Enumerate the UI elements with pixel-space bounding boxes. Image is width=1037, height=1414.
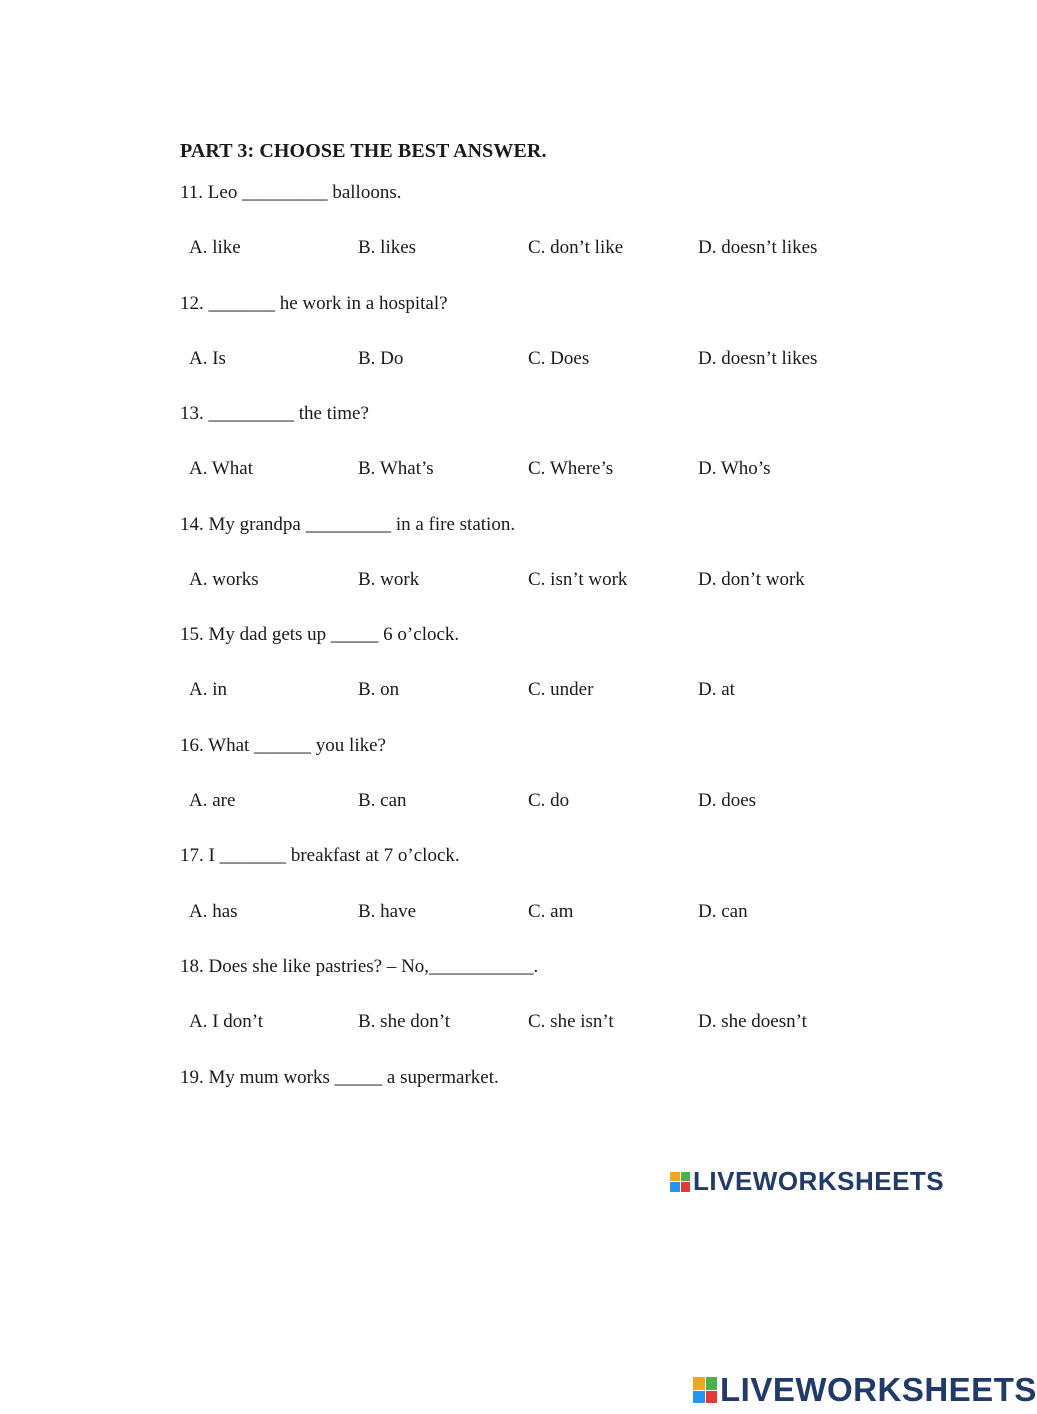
option-15-b[interactable]: B. on	[358, 679, 400, 700]
question-12: 12. _______ he work in a hospital?	[180, 293, 448, 314]
option-13-c[interactable]: C. Where’s	[528, 458, 614, 479]
option-13-b[interactable]: B. What’s	[358, 458, 434, 479]
option-18-c[interactable]: C. she isn’t	[528, 1011, 614, 1032]
option-12-d[interactable]: D. doesn’t likes	[698, 348, 818, 369]
question-13: 13. _________ the time?	[180, 403, 369, 424]
question-11: 11. Leo _________ balloons.	[180, 182, 402, 203]
option-13-a[interactable]: A. What	[189, 458, 254, 479]
option-12-b[interactable]: B. Do	[358, 348, 404, 369]
mark-square	[706, 1377, 718, 1390]
option-16-c[interactable]: C. do	[528, 790, 570, 811]
option-13-d[interactable]: D. Who’s	[698, 458, 771, 479]
page-title: PART 3: CHOOSE THE BEST ANSWER.	[180, 140, 547, 162]
option-14-c[interactable]: C. isn’t work	[528, 569, 628, 590]
option-17-d[interactable]: D. can	[698, 901, 748, 922]
option-16-a[interactable]: A. are	[189, 790, 236, 811]
option-16-b[interactable]: B. can	[358, 790, 407, 811]
logo-text: LIVEWORKSHEETS	[693, 1166, 945, 1196]
question-18: 18. Does she like pastries? – No,___________.	[180, 956, 539, 977]
option-11-c[interactable]: C. don’t like	[528, 237, 624, 258]
mark-square	[681, 1172, 691, 1182]
question-17: 17. I _______ breakfast at 7 o’clock.	[180, 845, 460, 866]
question-19: 19. My mum works _____ a supermarket.	[180, 1067, 499, 1088]
option-16-d[interactable]: D. does	[698, 790, 757, 811]
question-16: 16. What ______ you like?	[180, 735, 386, 756]
option-11-d[interactable]: D. doesn’t likes	[698, 237, 818, 258]
option-17-b[interactable]: B. have	[358, 901, 417, 922]
mark-square	[670, 1172, 680, 1182]
option-11-a[interactable]: A. like	[189, 237, 241, 258]
option-14-a[interactable]: A. works	[189, 569, 259, 590]
liveworksheets-logo	[670, 1166, 944, 1197]
logo-text: LIVEWORKSHEETS	[720, 1371, 1037, 1408]
option-11-b[interactable]: B. likes	[358, 237, 417, 258]
option-12-c[interactable]: C. Does	[528, 348, 590, 369]
option-15-c[interactable]: C. under	[528, 679, 594, 700]
option-15-a[interactable]: A. in	[189, 679, 227, 700]
liveworksheets-mark-icon	[693, 1377, 717, 1403]
option-14-b[interactable]: B. work	[358, 569, 420, 590]
mark-square	[670, 1182, 680, 1192]
mark-square	[693, 1377, 705, 1390]
mark-square	[681, 1182, 691, 1192]
question-14: 14. My grandpa _________ in a fire station.	[180, 514, 516, 535]
mark-square	[706, 1391, 718, 1404]
liveworksheets-mark-icon	[670, 1172, 690, 1192]
option-12-a[interactable]: A. Is	[189, 348, 226, 369]
option-18-b[interactable]: B. she don’t	[358, 1011, 451, 1032]
question-15: 15. My dad gets up _____ 6 o’clock.	[180, 624, 460, 645]
option-17-c[interactable]: C. am	[528, 901, 574, 922]
liveworksheets-footer-logo	[693, 1371, 1037, 1409]
option-15-d[interactable]: D. at	[698, 679, 735, 700]
option-18-d[interactable]: D. she doesn’t	[698, 1011, 807, 1032]
option-18-a[interactable]: A. I don’t	[189, 1011, 264, 1032]
option-17-a[interactable]: A. has	[189, 901, 238, 922]
option-14-d[interactable]: D. don’t work	[698, 569, 805, 590]
mark-square	[693, 1391, 705, 1404]
